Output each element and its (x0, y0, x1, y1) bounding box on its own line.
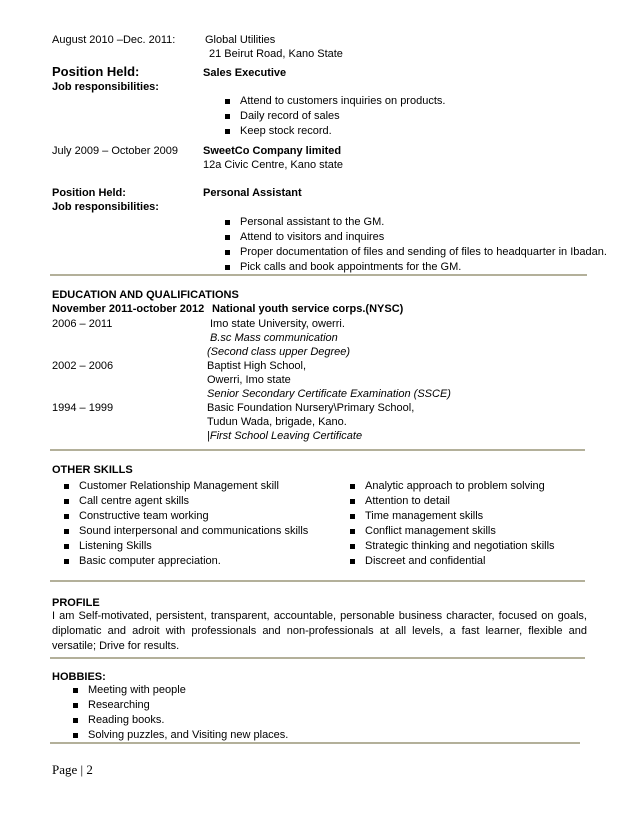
education-line: National youth service corps.(NYSC) (212, 303, 404, 315)
skills-left-list (61, 479, 308, 569)
job2-dates: July 2009 – October 2009 (52, 145, 178, 157)
skills-heading: OTHER SKILLS (52, 464, 133, 476)
education-heading: EDUCATION AND QUALIFICATIONS (52, 289, 239, 301)
list-item: Attend to customers inquiries on products. (222, 94, 445, 109)
list-item: Daily record of sales (222, 109, 445, 124)
section-divider (50, 449, 585, 451)
job1-dates: August 2010 –Dec. 2011: (52, 34, 176, 46)
job2-position-label: Position Held: (52, 187, 126, 199)
education-dates-1: 2006 – 2011 (52, 318, 113, 330)
page-number: Page | 2 (52, 762, 93, 777)
job1-company: Global Utilities (205, 34, 276, 46)
job1-address: 21 Beirut Road, Kano State (209, 48, 343, 60)
list-item: Attend to visitors and inquires (222, 230, 607, 245)
education-line: Baptist High School, (207, 360, 307, 372)
education-line: Tudun Wada, brigade, Kano. (207, 416, 347, 428)
job1-position-label: Position Held: (52, 64, 140, 79)
job2-responsibilities-label: Job responsibilities: (52, 201, 159, 213)
list-item: Analytic approach to problem solving (347, 479, 555, 494)
education-line: |First School Leaving Certificate (207, 430, 363, 442)
hobbies-list (70, 683, 288, 743)
education-dates-0: November 2011-october 2012 (52, 303, 205, 315)
list-item: Strategic thinking and negotiation skills (347, 539, 555, 554)
list-item: Discreet and confidential (347, 554, 555, 569)
education-line: B.sc Mass communication (210, 332, 338, 344)
list-item: Pick calls and book appointments for the GM. (222, 260, 607, 275)
job2-company: SweetCo Company limited (203, 145, 342, 157)
list-item: Basic computer appreciation. (61, 554, 308, 569)
list-item: Reading books. (70, 713, 288, 728)
list-item: Keep stock record. (222, 124, 445, 139)
list-item: Constructive team working (61, 509, 308, 524)
section-divider (50, 742, 580, 744)
education-line: (Second class upper Degree) (207, 346, 351, 358)
education-line: Senior Secondary Certificate Examination (SSCE) (207, 388, 451, 400)
section-divider (50, 274, 587, 276)
education-line: Imo state University, owerri. (210, 318, 345, 330)
job2-position: Personal Assistant (203, 187, 302, 199)
education-dates-3: 1994 – 1999 (52, 402, 114, 414)
list-item: Conflict management skills (347, 524, 555, 539)
education-dates-2: 2002 – 2006 (52, 360, 114, 372)
profile-heading: PROFILE (52, 597, 100, 609)
job1-position: Sales Executive (203, 67, 287, 79)
list-item: Time management skills (347, 509, 555, 524)
hobbies-heading: HOBBIES: (52, 671, 106, 683)
list-item: Meeting with people (70, 683, 288, 698)
list-item: Listening Skills (61, 539, 308, 554)
section-divider (50, 657, 585, 659)
job2-duties-list (222, 215, 607, 275)
list-item: Researching (70, 698, 288, 713)
list-item: Solving puzzles, and Visiting new places. (70, 728, 288, 743)
job1-responsibilities-label: Job responsibilities: (52, 81, 159, 93)
education-line: Owerri, Imo state (207, 374, 291, 386)
profile-text: I am Self-motivated, persistent, transparent, accountable, personable business character, focused on goals, diplomatic and adroit with professionals and non-professionals at all levels, a fast learner, flexible and versatile; Drive for results. (52, 610, 587, 652)
job1-duties-list (222, 94, 445, 139)
list-item: Personal assistant to the GM. (222, 215, 607, 230)
list-item: Customer Relationship Management skill (61, 479, 308, 494)
list-item: Call centre agent skills (61, 494, 308, 509)
list-item: Sound interpersonal and communications skills (61, 524, 308, 539)
list-item: Proper documentation of files and sending of files to headquarter in Ibadan. (222, 245, 607, 260)
section-divider (50, 580, 585, 582)
job2-address: 12a Civic Centre, Kano state (203, 159, 344, 171)
list-item: Attention to detail (347, 494, 555, 509)
skills-right-list (347, 479, 555, 569)
education-line: Basic Foundation Nursery\Primary School, (207, 402, 415, 414)
